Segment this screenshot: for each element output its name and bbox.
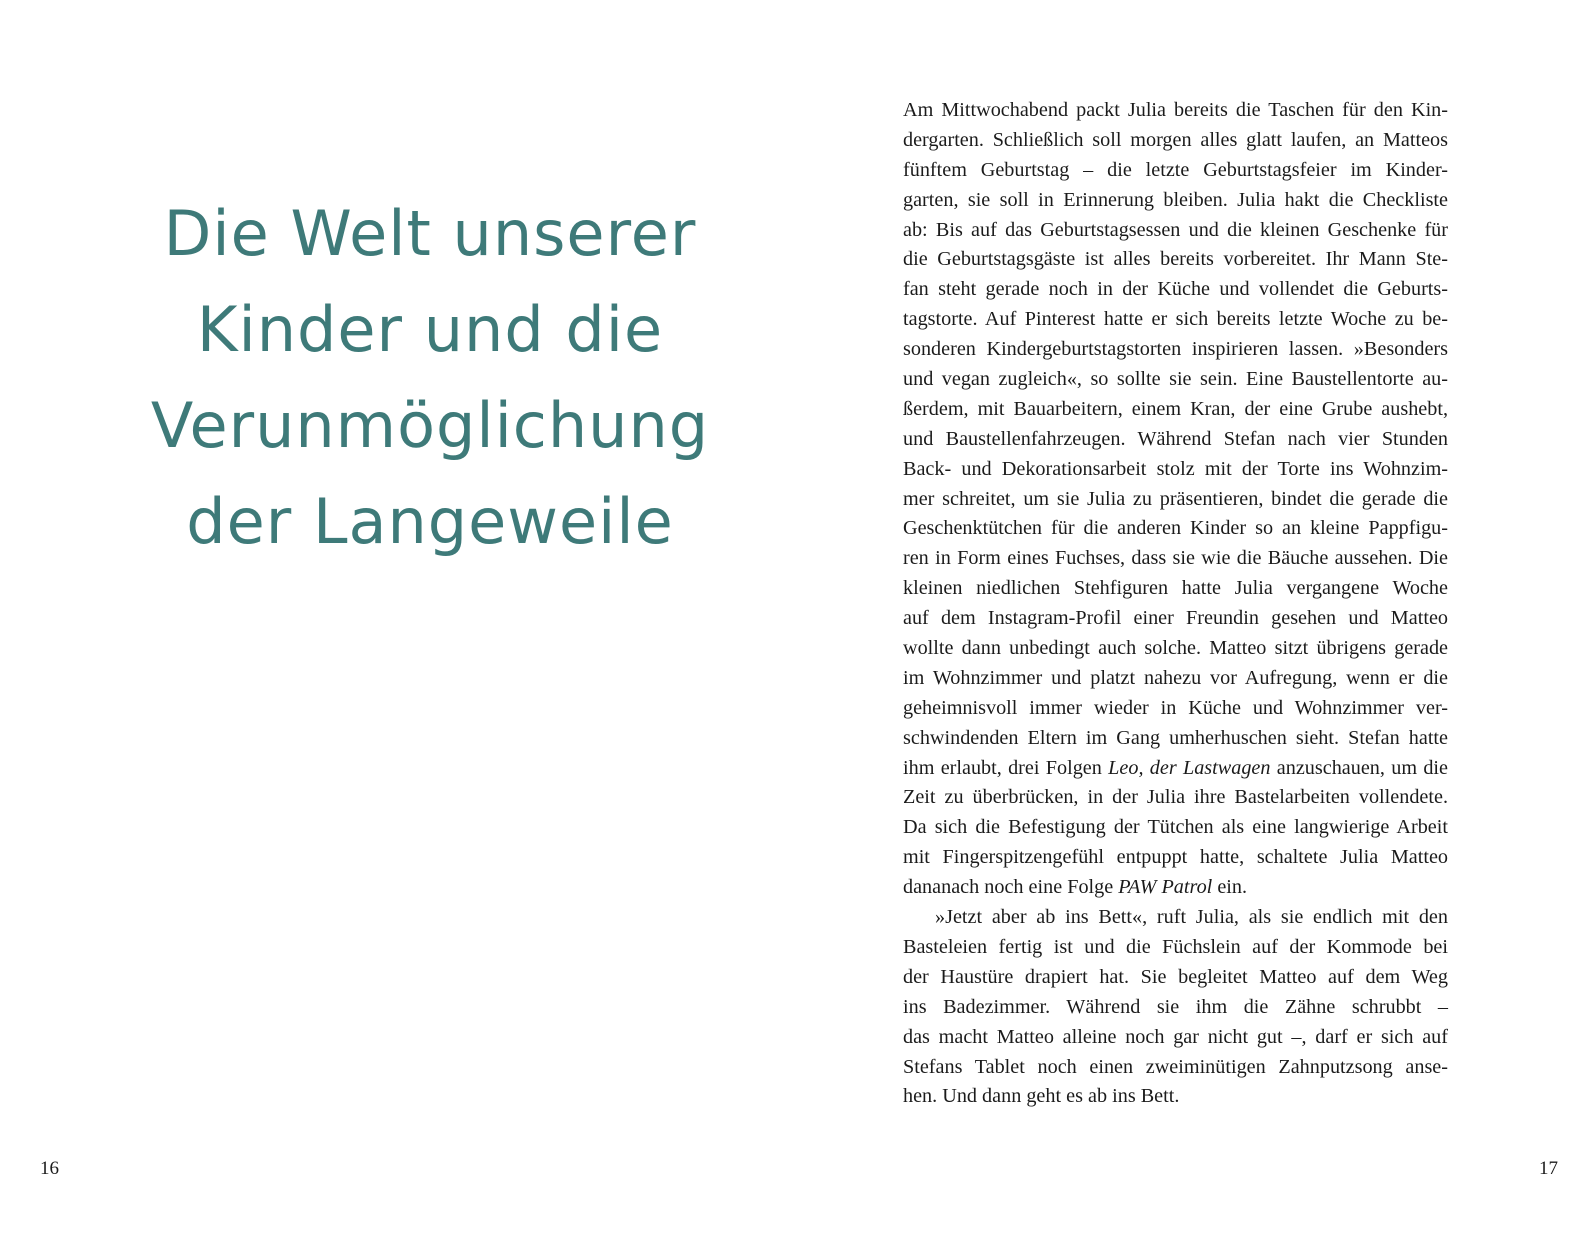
text-line: »Jetzt aber ab ins Bett«, ruft Julia, als sie endlich mit den (935, 906, 1448, 929)
show-title-leo: Leo, der Lastwagen (1108, 756, 1271, 779)
text-line: garten, sie soll in Erinnerung bleiben. Julia hakt die Checkliste (903, 188, 1448, 211)
text-line: hen. Und dann geht es ab ins Bett. (903, 1085, 1180, 1108)
text-line: ren in Form eines Fuchses, dass sie wie die Bäuche aussehen. Die (903, 547, 1448, 570)
chapter-title-line: Die Welt unserer (163, 197, 697, 270)
text-line-with-title (903, 873, 1448, 903)
text-line: die Geburtstagsgäste ist alles bereits vorbereitet. Ihr Mann Ste- (903, 248, 1448, 271)
text-line: der Haustüre drapiert hat. Sie begleitet Matteo auf dem Weg (903, 965, 1448, 988)
text-line: Am Mittwochabend packt Julia bereits die Taschen für den Kin- (903, 99, 1448, 121)
text-segment: ihm erlaubt, drei Folgen (903, 756, 1109, 779)
text-segment: ein. (1212, 876, 1248, 899)
page-number-right: 17 (1539, 1158, 1558, 1179)
text-line: Geschenktütchen für die anderen Kinder so an kleine Pappfigu- (903, 517, 1448, 540)
text-line: ab: Bis auf das Geburtstagsessen und die kleinen Geschenke für (903, 218, 1448, 241)
page-number-left: 16 (40, 1158, 59, 1179)
text-line: fünftem Geburtstag – die letzte Geburtstagsfeier im Kinder- (903, 158, 1448, 181)
text-line: wollte dann unbedingt auch solche. Matteo sitzt übrigens gerade (903, 637, 1448, 660)
text-line-with-title (903, 754, 1448, 784)
text-line: auf dem Instagram-Profil einer Freundin gesehen und Matteo (903, 607, 1448, 630)
chapter-title-line: Verunmöglichung (150, 389, 710, 462)
text-line: ßerdem, mit Bauarbeitern, einem Kran, der eine Grube aushebt, (903, 397, 1448, 420)
text-line: kleinen niedlichen Stehfiguren hatte Julia vergangene Woche (903, 577, 1448, 600)
text-line: und vegan zugleich«, so sollte sie sein. Eine Baustellentorte au- (903, 368, 1448, 391)
text-line: Da sich die Befestigung der Tütchen als eine langwierige Arbeit (903, 816, 1448, 839)
text-line: sonderen Kindergeburtstagstorten inspirieren lassen. »Besonders (903, 338, 1448, 361)
text-line: im Wohnzimmer und platzt nahezu vor Aufregung, wenn er die (903, 666, 1448, 689)
text-line: geheimnisvoll immer wieder in Küche und Wohnzimmer ver- (903, 696, 1448, 719)
chapter-title (110, 186, 750, 570)
right-page (797, 0, 1594, 1240)
body-text (903, 96, 1448, 1112)
text-line: das macht Matteo alleine noch gar nicht gut –, darf er sich auf (903, 1025, 1448, 1048)
text-segment: dananach noch eine Folge (903, 876, 1119, 899)
chapter-title-line: der Langeweile (186, 485, 674, 558)
show-title-paw-patrol: PAW Patrol (1118, 876, 1213, 899)
text-line: mit Fingerspitzengefühl entpuppt hatte, schaltete Julia Matteo (903, 846, 1448, 869)
text-line: Back- und Dekorationsarbeit stolz mit der Torte ins Wohnzim- (903, 457, 1448, 480)
text-line: schwindenden Eltern im Gang umherhuschen sieht. Stefan hatte (903, 726, 1448, 749)
chapter-title-line: Kinder und die (196, 293, 664, 366)
text-line: dergarten. Schließlich soll morgen alles glatt laufen, an Matteos (903, 128, 1448, 151)
text-segment: anzuschauen, um die (1270, 756, 1449, 779)
text-line: mer schreitet, um sie Julia zu präsentieren, bindet die gerade die (903, 487, 1448, 510)
text-line: Zeit zu überbrücken, in der Julia ihre Bastelarbeiten vollendete. (903, 786, 1448, 809)
text-line: Basteleien fertig ist und die Füchslein auf der Kommode bei (903, 935, 1448, 958)
text-line: Stefans Tablet noch einen zweiminütigen Zahnputzsong anse- (903, 1055, 1448, 1078)
text-line: tagstorte. Auf Pinterest hatte er sich bereits letzte Woche zu be- (903, 308, 1448, 331)
text-line: fan steht gerade noch in der Küche und vollendet die Geburts- (903, 278, 1448, 301)
text-line: ins Badezimmer. Während sie ihm die Zähne schrubbt – (903, 995, 1448, 1018)
text-line: und Baustellenfahrzeugen. Während Stefan nach vier Stunden (903, 427, 1448, 450)
